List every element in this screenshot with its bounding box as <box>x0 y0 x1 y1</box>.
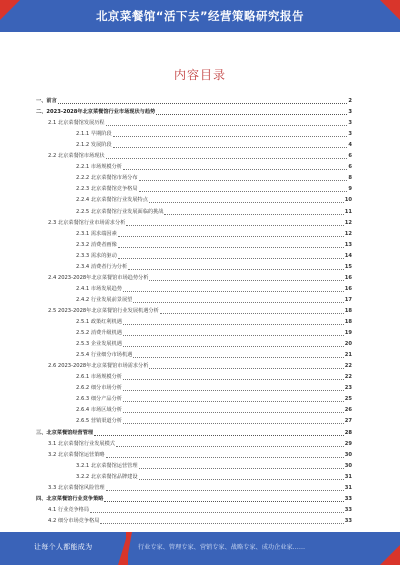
header-corner-right <box>380 0 400 20</box>
toc-entry[interactable] <box>76 473 352 482</box>
toc-entry[interactable] <box>48 152 352 161</box>
toc-entry-page: 19 <box>344 330 352 337</box>
toc-entry-page: 3 <box>348 120 352 127</box>
toc-entry[interactable] <box>76 329 352 338</box>
toc-entry-text: 2.2.5 北京菜餐馆行业发展面临的挑战 <box>76 208 164 215</box>
toc-entry[interactable] <box>76 185 352 194</box>
toc-entry-page: 26 <box>344 407 352 414</box>
toc-entry-text: 2.1.2 发展阶段 <box>76 142 112 149</box>
toc-entry-page: 10 <box>344 197 352 204</box>
toc-leader-dots <box>139 478 344 480</box>
toc-entry-text: 3.2.1 北京菜餐馆运营管理 <box>76 462 138 469</box>
toc-entry[interactable] <box>76 285 352 294</box>
toc-entry-page: 31 <box>344 473 352 480</box>
toc-entry[interactable] <box>76 230 352 239</box>
toc-leader-dots <box>160 312 344 314</box>
toc-entry-page: 14 <box>344 252 352 259</box>
toc-entry[interactable] <box>36 97 352 106</box>
toc-entry[interactable] <box>36 429 352 438</box>
toc-leader-dots <box>133 301 343 303</box>
toc-entry-page: 33 <box>344 506 352 513</box>
toc-entry[interactable] <box>48 307 352 316</box>
toc-entry-page: 16 <box>344 285 352 292</box>
toc-entry-page: 18 <box>344 319 352 325</box>
toc-entry-text: 2.2.4 北京菜餐馆行业发展特点 <box>76 197 148 204</box>
toc-entry-text: 2.2.1 市场规模分析 <box>76 164 122 171</box>
toc-entry-page: 29 <box>344 440 352 447</box>
toc-entry-text: 一、前言 <box>36 98 57 104</box>
toc-entry-page: 3 <box>348 131 352 138</box>
toc-leader-dots <box>139 467 344 469</box>
toc-entry[interactable] <box>48 484 352 493</box>
toc-entry[interactable] <box>76 340 352 349</box>
toc-leader-dots <box>118 257 344 259</box>
toc-entry[interactable] <box>76 174 352 183</box>
toc-entry-page: 11 <box>344 208 352 215</box>
toc-leader-dots <box>123 389 344 391</box>
toc-entry-text: 2.5.4 行业细分市场机遇 <box>76 352 133 359</box>
toc-entry-page: 30 <box>344 462 352 469</box>
toc-entry-text: 2.2 北京菜餐馆市场现状 <box>48 153 105 160</box>
toc-entry-text: 2.6.3 细分产品分析 <box>76 396 122 403</box>
toc-entry[interactable] <box>76 351 352 360</box>
toc-entry-page: 25 <box>344 396 352 403</box>
toc-entry-text: 2.4.1 市场发展趋势 <box>76 285 122 292</box>
toc-entry-page: 21 <box>344 352 352 359</box>
toc-leader-dots <box>113 146 348 148</box>
toc-entry[interactable] <box>76 373 352 382</box>
toc-entry-page: 8 <box>348 175 352 182</box>
toc-entry[interactable] <box>48 506 352 515</box>
toc-leader-dots <box>116 445 344 447</box>
toc-entry[interactable] <box>76 163 352 172</box>
toc-entry-page: 6 <box>348 164 352 171</box>
toc-entry-page: 20 <box>344 341 352 348</box>
toc-entry-page: 30 <box>344 451 352 458</box>
toc-leader-dots <box>139 190 348 192</box>
toc-leader-dots <box>106 157 348 159</box>
toc-entry-text: 二、2023-2028年北京菜餐馆行业市场现状与趋势 <box>36 109 156 116</box>
toc-entry-text: 2.2.3 北京菜餐馆竞争格局 <box>76 186 138 193</box>
toc-entry-text: 四、北京菜餐馆行业竞争策略 <box>36 495 104 502</box>
toc-leader-dots <box>118 235 344 237</box>
toc-entry-page: 6 <box>348 153 352 160</box>
toc-leader-dots <box>104 500 343 502</box>
toc-entry[interactable] <box>36 108 352 117</box>
toc-entry-page: 27 <box>344 418 352 425</box>
toc-leader-dots <box>128 268 344 270</box>
footer-corner-right <box>380 545 400 565</box>
toc-entry-text: 2.5.1 政策红利机遇 <box>76 319 122 325</box>
page-footer <box>0 532 400 565</box>
toc-entry[interactable] <box>76 417 352 426</box>
toc-entry-text: 2.6.4 市场区域分析 <box>76 407 122 414</box>
toc-entry[interactable] <box>76 263 352 272</box>
toc-leader-dots <box>149 201 344 203</box>
toc-leader-dots <box>113 135 348 137</box>
toc-entry-page: 4 <box>348 142 352 149</box>
toc-entry[interactable] <box>48 451 352 460</box>
toc-entry-page: 16 <box>344 274 352 281</box>
toc-entry[interactable] <box>48 440 352 449</box>
toc-entry-page: 33 <box>344 517 352 524</box>
toc-entry[interactable] <box>48 274 352 283</box>
toc-leader-dots <box>118 246 344 248</box>
toc-entry-page: 15 <box>344 263 352 270</box>
toc-entry[interactable] <box>76 252 352 261</box>
toc-leader-dots <box>123 411 344 413</box>
toc-leader-dots <box>58 102 348 104</box>
toc-entry-text: 2.1 北京菜餐馆发展历程 <box>48 120 105 127</box>
toc-leader-dots <box>139 179 348 181</box>
toc-entry[interactable] <box>36 495 352 504</box>
toc-entry-text: 2.6.2 细分市场分析 <box>76 385 122 392</box>
toc-entry-page: 33 <box>344 495 352 502</box>
toc-entry-text: 2.3.3 需求的驱动 <box>76 252 117 259</box>
toc-entry-page: 18 <box>344 307 352 314</box>
toc-entry-text: 4.1 行业竞争格局 <box>48 506 90 513</box>
toc-entry-text: 3.3 北京菜餐馆风险管理 <box>48 484 105 491</box>
toc-leader-dots <box>123 168 347 170</box>
toc-entry[interactable] <box>76 208 352 217</box>
toc-leader-dots <box>123 422 344 424</box>
toc-leader-dots <box>149 279 343 281</box>
toc-entry-page: 23 <box>344 385 352 392</box>
toc-entry-page: 17 <box>344 296 352 303</box>
report-title: 北京菜餐馆“活下去”经营策略研究报告 <box>95 9 305 23</box>
footer-accent-stripe-2 <box>126 532 132 565</box>
toc-entry-text: 2.5.3 企业发展机遇 <box>76 341 122 348</box>
toc-leader-dots <box>133 356 343 358</box>
toc-entry-text: 2.6 2023-2028年北京菜餐馆市场需求分析 <box>48 363 149 370</box>
toc-leader-dots <box>100 522 343 524</box>
toc-entry-text: 2.6.1 市场规模分析 <box>76 374 122 381</box>
toc-leader-dots <box>94 434 344 436</box>
toc-leader-dots <box>123 400 344 402</box>
toc-entry-page: 12 <box>344 230 352 237</box>
toc-entry-text: 2.2.2 北京菜餐馆市场分布 <box>76 175 138 182</box>
toc-entry[interactable] <box>76 318 352 327</box>
toc-entry[interactable] <box>48 119 352 128</box>
toc-leader-dots <box>106 124 348 126</box>
toc-leader-dots <box>123 378 344 380</box>
toc-entry-text: 3.2.2 北京菜餐馆品牌建设 <box>76 473 138 480</box>
toc-entry[interactable] <box>76 196 352 205</box>
toc-entry-page: 12 <box>344 219 352 226</box>
page-header <box>0 0 400 32</box>
toc-entry-text: 2.4.2 行业发展前景展望 <box>76 296 133 303</box>
toc-entry-page: 31 <box>344 484 352 491</box>
toc-entry-page: 2 <box>348 98 352 104</box>
toc-entry[interactable] <box>76 241 352 250</box>
toc-title: 内容目录 <box>173 68 226 82</box>
toc-entry-text: 4.2 细分市场竞争格局 <box>48 517 100 524</box>
toc-leader-dots <box>149 367 343 369</box>
toc-entry[interactable] <box>48 362 352 371</box>
toc-entry-page: 22 <box>344 374 352 381</box>
toc-entry-page: 13 <box>344 241 352 248</box>
footer-slogan-right: 行业专家、管理专家、营销专家、战略专家、成功企业家…… <box>138 544 306 551</box>
toc-leader-dots <box>106 456 344 458</box>
toc-entry[interactable] <box>76 141 352 150</box>
toc-entry[interactable] <box>76 296 352 305</box>
toc-leader-dots <box>106 489 344 491</box>
toc-entry-text: 2.3.4 消费者行为分析 <box>76 263 128 270</box>
toc-entry-page: 22 <box>344 363 352 370</box>
toc-entry-text: 3.1 北京菜餐馆行业发展模式 <box>48 440 115 447</box>
toc-entry-text: 2.3.2 消费者画像 <box>76 241 117 248</box>
toc-entry[interactable] <box>48 219 352 228</box>
toc-leader-dots <box>156 113 347 115</box>
toc-entry-page: 3 <box>348 109 352 116</box>
toc-leader-dots <box>126 224 343 226</box>
toc-entry[interactable] <box>76 395 352 404</box>
toc-entry[interactable] <box>76 384 352 393</box>
toc-leader-dots <box>123 290 344 292</box>
toc-entry-page: 9 <box>348 186 352 193</box>
toc-entry-text: 2.5 2023-2028年北京菜餐馆行业发展机遇分析 <box>48 307 159 314</box>
toc-entry-text: 2.3.1 需求端因素 <box>76 230 117 237</box>
toc-entry[interactable] <box>48 517 352 526</box>
toc-entry-text: 三、北京菜餐馆经营管理 <box>36 429 94 436</box>
footer-slogan-left: 让每个人都能成为 <box>34 543 93 551</box>
toc-entry-text: 2.1.1 早期阶段 <box>76 131 112 138</box>
toc-entry-text: 3.2 北京菜餐馆运营策略 <box>48 451 105 458</box>
toc-entry-text: 2.3 北京菜餐馆行业市场需求分析 <box>48 219 126 226</box>
toc-entry[interactable] <box>76 130 352 139</box>
toc-leader-dots <box>90 511 344 513</box>
toc-leader-dots <box>164 213 343 215</box>
toc-entry-text: 2.5.2 消费升级机遇 <box>76 330 122 337</box>
toc-entry-page: 28 <box>344 429 352 436</box>
toc-leader-dots <box>123 334 344 336</box>
toc-leader-dots <box>123 345 344 347</box>
toc-entry-text: 2.4 2023-2028年北京菜餐馆市场趋势分析 <box>48 274 149 281</box>
toc-entry-text: 2.6.5 营销渠道分析 <box>76 418 122 425</box>
toc-entry[interactable] <box>76 406 352 415</box>
toc-entry[interactable] <box>76 462 352 471</box>
toc-leader-dots <box>123 323 344 325</box>
